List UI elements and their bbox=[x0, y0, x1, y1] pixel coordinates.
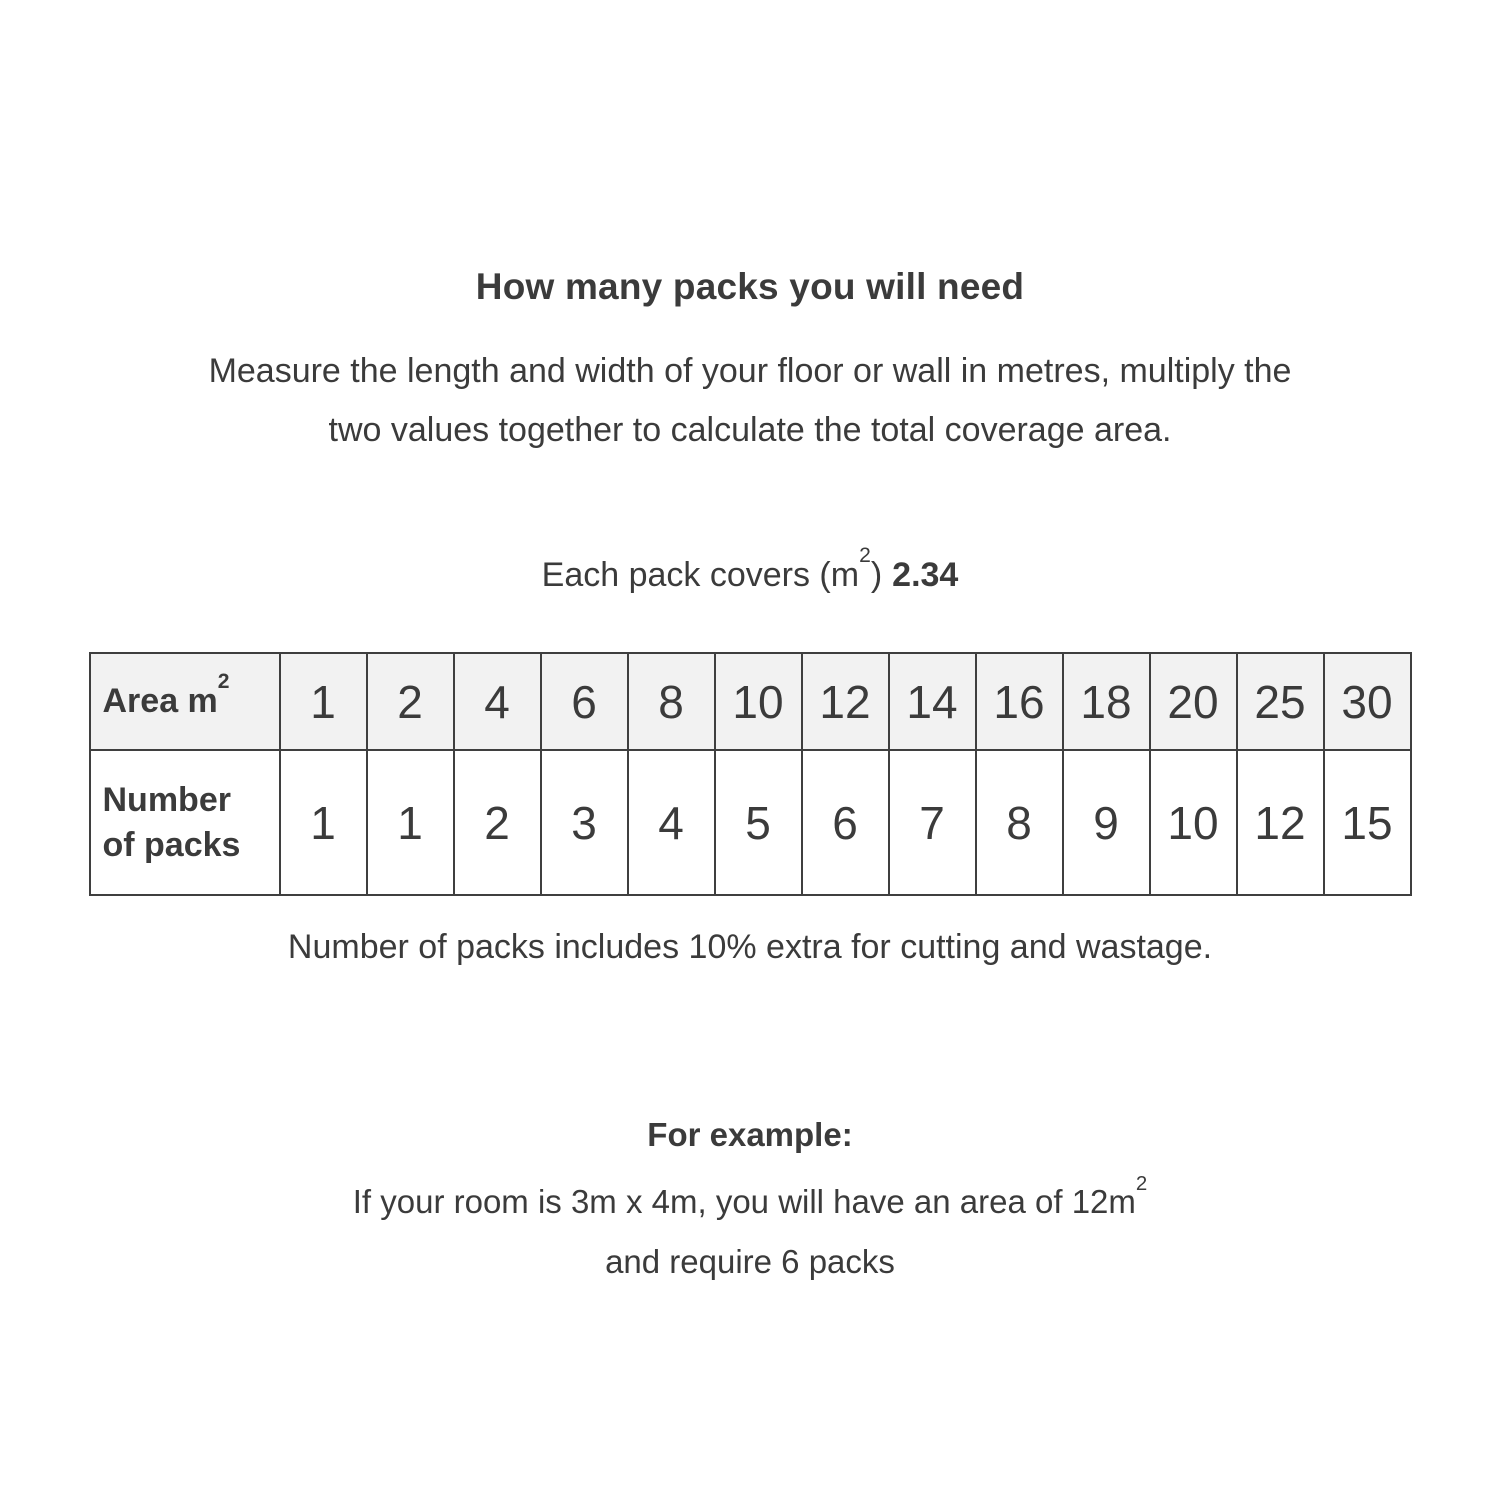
intro-line-1: Measure the length and width of your floor or wall in metres, multiply the bbox=[208, 352, 1292, 390]
area-value-cell: 10 bbox=[716, 654, 803, 751]
packs-value-cell: 8 bbox=[977, 751, 1064, 896]
example-superscript: 2 bbox=[1135, 1171, 1148, 1195]
coverage-superscript: 2 bbox=[859, 544, 871, 568]
area-header-label: Area $m^2$ bbox=[102, 670, 230, 720]
area-value-cell: 16 bbox=[977, 654, 1064, 751]
packs-value-cell: 4 bbox=[629, 751, 716, 896]
coverage-line bbox=[0, 544, 1500, 598]
packs-value-cell: 15 bbox=[1325, 751, 1412, 896]
area-value-cell: 30 bbox=[1325, 654, 1412, 751]
wastage-note: Number of packs includes 10% extra for cutting and wastage. bbox=[287, 928, 1213, 966]
area-value-cell: 4 bbox=[455, 654, 542, 751]
intro-paragraph bbox=[0, 342, 1500, 460]
area-value-cell: 20 bbox=[1151, 654, 1238, 751]
packs-label: Number of packs bbox=[102, 780, 241, 864]
packs-value-cell: 7 bbox=[890, 751, 977, 896]
example-line-1-text: If your room is 3m x 4m, you will have an area of 12m bbox=[352, 1183, 1136, 1220]
coverage-value: 2.34 bbox=[892, 556, 959, 594]
area-header-superscript: 2 bbox=[217, 670, 230, 694]
area-value-cell: 6 bbox=[542, 654, 629, 751]
packs-table bbox=[89, 652, 1412, 896]
example-line-2: and require 6 packs bbox=[605, 1243, 895, 1280]
example-heading: For example: bbox=[647, 1116, 853, 1153]
area-value-cell: 2 bbox=[368, 654, 455, 751]
packs-value-cell: 12 bbox=[1238, 751, 1325, 896]
packs-value-cell: 6 bbox=[803, 751, 890, 896]
area-value-cell: 1 bbox=[281, 654, 368, 751]
packs-value-cell: 1 bbox=[281, 751, 368, 896]
packs-value-cell: 10 bbox=[1151, 751, 1238, 896]
packs-value-cell: 2 bbox=[455, 751, 542, 896]
packs-value-cell: 1 bbox=[368, 751, 455, 896]
packs-value-cell: 5 bbox=[716, 751, 803, 896]
packs-value-cell: 3 bbox=[542, 751, 629, 896]
area-value-cell: 25 bbox=[1238, 654, 1325, 751]
intro-line-2: two values together to calculate the total coverage area. bbox=[328, 411, 1172, 449]
area-header-cell bbox=[91, 654, 281, 751]
example-block bbox=[0, 1112, 1500, 1292]
coverage-label-prefix: Each pack covers (m bbox=[541, 556, 860, 594]
area-value-cell: 12 bbox=[803, 654, 890, 751]
area-value-cell: 14 bbox=[890, 654, 977, 751]
packs-label-cell bbox=[91, 751, 281, 896]
example-line-1 bbox=[0, 1172, 1500, 1232]
area-value-cell: 8 bbox=[629, 654, 716, 751]
page-title: How many packs you will need bbox=[475, 266, 1025, 307]
area-value-cell: 18 bbox=[1064, 654, 1151, 751]
coverage-label-suffix: ) bbox=[870, 556, 883, 594]
packs-value-cell: 9 bbox=[1064, 751, 1151, 896]
